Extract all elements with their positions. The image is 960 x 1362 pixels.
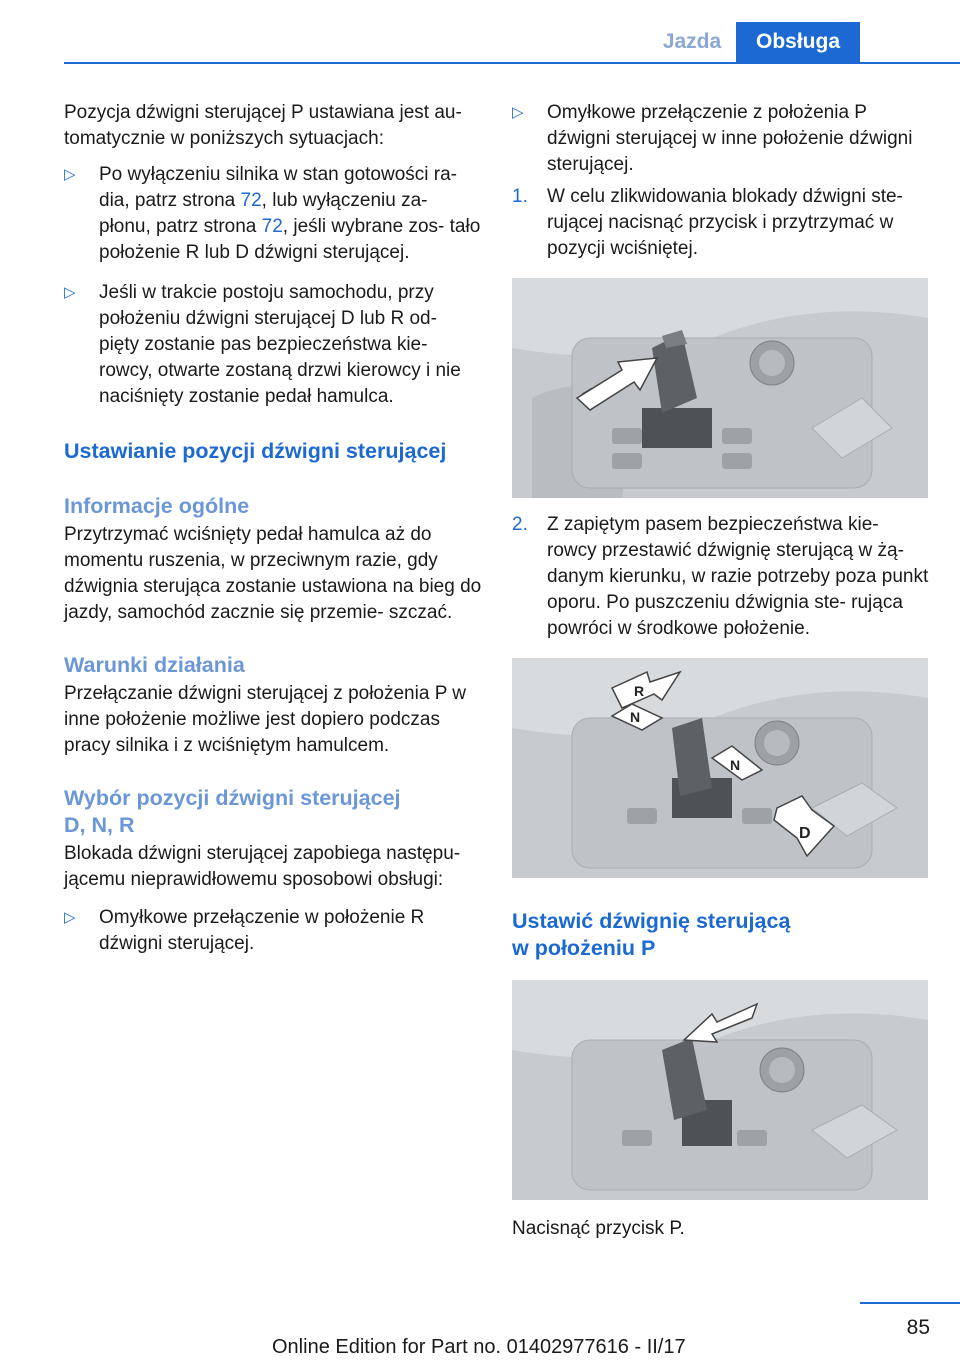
console-illustration — [512, 980, 928, 1200]
section-heading-p — [512, 908, 932, 962]
section-heading: Ustawianie pozycji dźwigni sterującej — [64, 439, 447, 463]
fig2-label-n2: N — [730, 757, 741, 773]
page-link[interactable]: 72 — [240, 190, 262, 211]
bullet-text: Po wyłączeniu silnika w stan gotowości ra‐ dia, patrz strona — [99, 164, 457, 211]
step-number: 2. — [512, 514, 528, 535]
subheading-select-line2: D, N, R — [64, 813, 135, 837]
heading-p-line1: Ustawić dźwignię sterującą — [512, 909, 791, 933]
bullet-text: , lub wyłączeniu za‐ płonu, patrz strona — [99, 190, 428, 237]
page-number: 85 — [906, 1316, 930, 1339]
fig2-label-r: R — [634, 683, 645, 699]
intro-text: Pozycja dźwigni sterującej P ustawiana jest au‐ tomatycznie w poniższych sytuacjach: — [64, 102, 462, 149]
subheading-select-line1: Wybór pozycji dźwigni sterującej — [64, 786, 401, 810]
bullet-triangle-icon: ▷ — [64, 909, 76, 926]
console-illustration — [512, 278, 928, 498]
fig2-label-d: D — [799, 825, 811, 842]
bullet-triangle-icon: ▷ — [64, 166, 76, 183]
bullet-text: Omyłkowe przełączenie z położenia P dźwigni sterującej w inne położenie dźwigni sterującej. — [547, 102, 913, 175]
step-text: Z zapiętym pasem bezpieczeństwa kie‐ rowcy przestawić dźwignię sterującą w żą‐ danym kierunku, w razie potrzeby poza punkt oporu. Po puszczeniu dźwignia ste‐ rująca powróci w środkowe położenie. — [547, 514, 929, 639]
general-text: Przytrzymać wciśnięty pedał hamulca aż do momentu ruszenia, w przeciwnym razie, gdy dźwignia sterująca zostanie ustawiona na bieg do jazdy, samochód zacznie się przemie‐ szczać. — [64, 524, 482, 623]
subheading-general: Informacje ogólne — [64, 494, 250, 518]
header-rule — [64, 62, 960, 64]
bullet-triangle-icon: ▷ — [64, 284, 76, 301]
figure-selector-lever-button — [512, 278, 928, 498]
bullet-triangle-icon: ▷ — [512, 104, 524, 121]
heading-p-line2: w położeniu P — [512, 936, 656, 960]
footer-rule — [860, 1302, 960, 1304]
subheading-select — [64, 785, 482, 839]
bullet-item — [64, 905, 482, 957]
step-text: W celu zlikwidowania blokady dźwigni ste‐ rującej nacisnąć przycisk i przytrzymać w pozycji wciśniętej. — [547, 186, 903, 259]
bullet-item — [512, 100, 932, 178]
left-column — [64, 100, 482, 957]
bullet-item — [64, 162, 482, 266]
fig2-label-n1: N — [630, 709, 641, 725]
step-number: 1. — [512, 186, 528, 207]
right-column — [512, 100, 932, 1242]
step-item — [512, 184, 932, 262]
figure-selector-lever-p — [512, 980, 928, 1200]
page-link[interactable]: 72 — [261, 216, 283, 237]
figure-selector-lever-directions — [512, 658, 928, 878]
step-item — [512, 512, 932, 642]
bullet-item — [64, 280, 482, 410]
edition-text: Online Edition for Part no. 01402977616 - II/17 — [272, 1336, 686, 1358]
subheading-conditions: Warunki działania — [64, 653, 245, 677]
bullet-text: Jeśli w trakcie postoju samochodu, przy położeniu dźwigni sterującej D lub R od‐ pięty zostanie pas bezpieczeństwa kie‐ rowcy, otwarte zostaną drzwi kierowcy i nie naciśnięty zostanie pedał hamulca. — [99, 282, 461, 407]
conditions-text: Przełączanie dźwigni sterującej z położenia P w inne położenie możliwe jest dopiero podczas pracy silnika i z wciśniętym hamulcem. — [64, 683, 467, 756]
tab-jazda[interactable]: Jazda — [662, 30, 722, 53]
tab-obsluga[interactable]: Obsługa — [736, 22, 860, 64]
bullet-text: Omyłkowe przełączenie w położenie R dźwigni sterującej. — [99, 907, 425, 954]
figure-caption: Nacisnąć przycisk P. — [512, 1218, 685, 1239]
select-text: Blokada dźwigni sterującej zapobiega następu‐ jącemu nieprawidłowemu sposobowi obsługi: — [64, 843, 461, 890]
bullet-text: , jeśli wybrane zos‐ tało położenie R lub D dźwigni sterującej. — [99, 216, 481, 263]
console-illustration — [512, 658, 928, 878]
